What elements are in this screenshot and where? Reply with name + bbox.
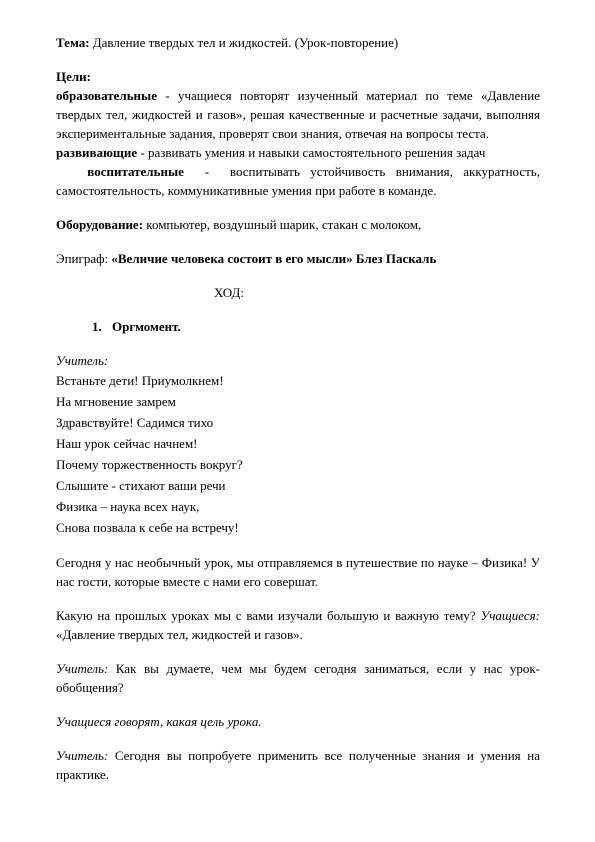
equipment-line: [56, 215, 540, 234]
poem-line: Здравствуйте! Садимся тихо: [56, 415, 214, 430]
course-heading: ХОД:: [214, 285, 244, 300]
goal-upbringing-label: воспитательные: [56, 164, 184, 179]
topic-text: Давление твердых тел и жидкостей. (Урок-повторение): [89, 35, 399, 50]
paragraph-today: Сегодня у нас необычный урок, мы отправляемся в путешествие по науке – Физика! У нас гости, которые вместе с нами его совершат.: [56, 555, 540, 589]
goal-upbringing-text: - воспитывать устойчивость внимания, аккуратность, самостоятельность, коммуникативные умения при работе в команде.: [56, 164, 544, 198]
poem-line: Снова позвала к себе на встречу!: [56, 520, 239, 535]
teacher-final-text: Сегодня вы попробуете применить все полученные знания и умения на практике.: [56, 748, 540, 782]
goal-upbringing: [56, 162, 544, 200]
teacher-q2-text: Как вы думаете, чем мы будем сегодня заниматься, если у нас урок-обобщения?: [56, 661, 540, 695]
students-say: Учащиеся говорят, какая цель урока.: [56, 714, 262, 729]
goal-educational-text: - учащиеся повторят изученный материал по теме «Давление твердых тел, жидкостей и газов», решая качественные и расчетные задачи, выполняя экспериментальные задания, проверят свои знания, отвечая на вопросы теста.: [56, 88, 540, 141]
poem: [56, 370, 540, 538]
epigraph-line: [56, 249, 540, 268]
students-label: Учащиеся:: [480, 608, 540, 623]
students-answer: «Давление твердых тел, жидкостей и газов».: [56, 627, 303, 642]
poem-line: Встаньте дети! Приумолкнем!: [56, 373, 224, 388]
topic-label: Тема:: [56, 35, 90, 50]
goal-developing-label: развивающие: [56, 145, 138, 160]
teacher-final-label: Учитель:: [56, 748, 109, 763]
teacher-label: Учитель:: [56, 353, 109, 368]
poem-line: Почему торжественность вокруг?: [56, 457, 243, 472]
paragraph-question: [56, 606, 540, 644]
epigraph-label: Эпиграф:: [56, 251, 109, 266]
paragraph-teacher-question: [56, 659, 540, 697]
section-1-number: 1.: [92, 319, 102, 334]
equipment-label: Оборудование:: [56, 217, 144, 232]
section-1-title: Оргмомент.: [112, 319, 181, 334]
poem-line: На мгновение замрем: [56, 394, 176, 409]
goal-developing: [56, 143, 540, 162]
teacher-q2-label: Учитель:: [56, 661, 109, 676]
equipment-text: компьютер, воздушный шарик, стакан с молоком,: [143, 217, 422, 232]
question-text: Какую на прошлых уроках мы с вами изучали большую и важную тему?: [56, 608, 476, 623]
poem-line: Физика – наука всех наук,: [56, 499, 200, 514]
paragraph-teacher-final: [56, 746, 540, 784]
goal-educational: [56, 86, 540, 143]
poem-line: Слышите - стихают ваши речи: [56, 478, 226, 493]
goals-title: Цели:: [56, 69, 91, 84]
goal-developing-text: - развивать умения и навыки самостоятельного решения задач: [137, 145, 486, 160]
goal-educational-label: образовательные: [56, 88, 157, 103]
epigraph-text: «Величие человека состоит в его мысли» Блез Паскаль: [108, 251, 437, 266]
topic-line: [56, 33, 540, 52]
section-1-heading: [56, 317, 540, 336]
poem-line: Наш урок сейчас начнем!: [56, 436, 198, 451]
document-page: [56, 33, 544, 784]
